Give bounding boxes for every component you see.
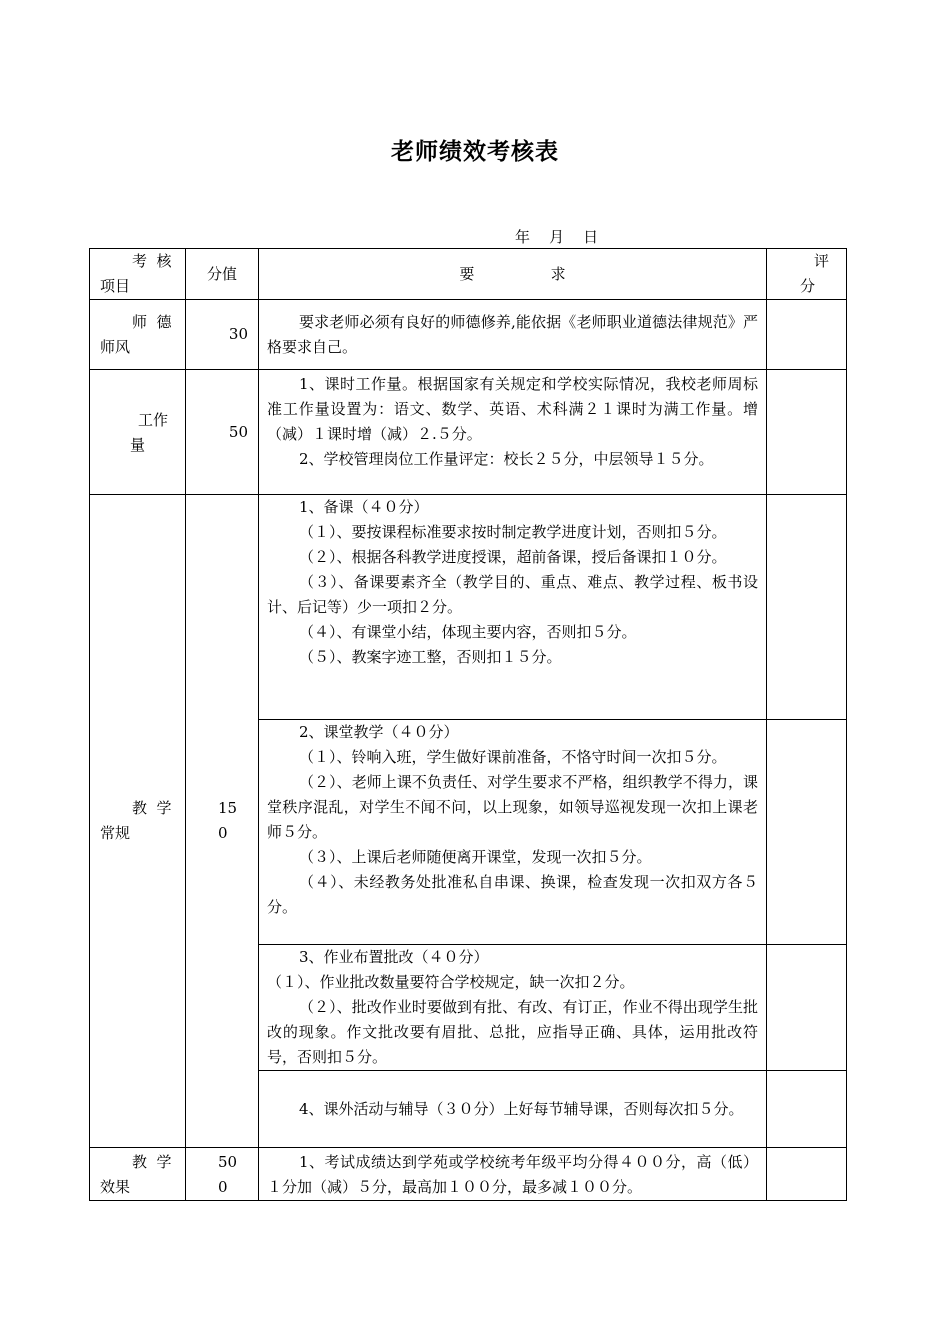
effect-name-cell <box>90 1148 186 1201</box>
workload-requirement-2: 2、学校管理岗位工作量评定：校长２５分，中层领导１５分。 <box>299 450 714 468</box>
header-score: 分值 <box>206 264 237 283</box>
routine-homework-heading: 3、作业布置批改（４０分） <box>299 948 489 966</box>
routine-homework-rating-cell[interactable] <box>767 945 847 1071</box>
header-item-line2: 项目 <box>100 277 131 295</box>
header-item-line1: 考 核 <box>132 252 172 270</box>
effect-requirement-cell <box>259 1148 767 1201</box>
routine-prep-item-3: （３）、备课要素齐全（教学目的、重点、难点、教学过程、板书设计、后记等）少一项扣２分。 <box>267 573 758 616</box>
ethics-rating-cell[interactable] <box>767 300 847 370</box>
ethics-requirement-cell <box>259 300 767 370</box>
effect-name-line2: 效果 <box>100 1178 131 1196</box>
workload-rating-cell[interactable] <box>767 370 847 495</box>
routine-class-item-1: （１）、铃响入班，学生做好课前准备，不恪守时间一次扣５分。 <box>299 748 727 766</box>
ethics-name-cell <box>90 300 186 370</box>
effect-rating-cell[interactable] <box>767 1148 847 1201</box>
header-requirement-cell <box>259 249 767 300</box>
routine-prep-cell <box>259 495 767 720</box>
routine-prep-rating-cell[interactable] <box>767 495 847 720</box>
routine-score-line1: 15 <box>218 799 238 817</box>
routine-class-rating-cell[interactable] <box>767 720 847 945</box>
routine-homework-item-2: （２）、批改作业时要做到有批、有改、有订正，作业不得出现学生批改的现象。作文批改要有眉批、总批，应指导正确、具体，运用批改符号，否则扣５分。 <box>267 998 758 1066</box>
table-header-row <box>90 249 847 300</box>
routine-extra-cell <box>259 1071 767 1148</box>
routine-prep-item-5: （５）、教案字迹工整，否则扣１５分。 <box>299 648 562 666</box>
routine-extra-rating-cell[interactable] <box>767 1071 847 1148</box>
effect-score-line1: 50 <box>218 1153 238 1171</box>
effect-name-line1: 教 学 <box>132 1153 172 1171</box>
table-row-routine-prep <box>90 495 847 720</box>
ethics-name-line1: 师 德 <box>132 313 172 331</box>
table-row-ethics <box>90 300 847 370</box>
workload-name-line1: 工作 <box>138 411 169 429</box>
header-score-cell <box>186 249 259 300</box>
routine-prep-item-2: （２）、根据各科教学进度授课，超前备课，授后备课扣１０分。 <box>299 548 727 566</box>
effect-score-cell <box>186 1148 259 1201</box>
header-item-cell <box>90 249 186 300</box>
routine-homework-item-1: （１）、作业批改数量要符合学校规定，缺一次扣２分。 <box>267 973 635 991</box>
effect-requirement: 1、考试成绩达到学苑或学校统考年级平均分得４００分，高（低）１分加（减）５分，最高加１００分，最多减１００分。 <box>267 1153 758 1196</box>
date-line: 年 月 日 <box>515 228 599 246</box>
routine-prep-heading: 1、备课（４０分） <box>299 498 429 516</box>
routine-name-line2: 常规 <box>100 824 131 842</box>
routine-class-heading: 2、课堂教学（４０分） <box>299 723 459 741</box>
effect-score-line2: 0 <box>218 1178 228 1196</box>
routine-score-cell <box>186 495 259 1148</box>
routine-class-cell <box>259 720 767 945</box>
ethics-score: 30 <box>186 300 259 370</box>
routine-prep-item-4: （４）、有课堂小结，体现主要内容，否则扣５分。 <box>299 623 637 641</box>
page-title: 老师绩效考核表 <box>391 139 559 165</box>
evaluation-table <box>89 248 847 1201</box>
header-rating-line1: 评 <box>814 252 830 270</box>
routine-homework-cell <box>259 945 767 1071</box>
routine-prep-item-1: （１）、要按课程标准要求按时制定教学进度计划，否则扣５分。 <box>299 523 727 541</box>
header-requirement: 要 求 <box>459 264 566 283</box>
header-rating-cell <box>767 249 847 300</box>
routine-score-line2: 0 <box>218 824 228 842</box>
workload-requirement-1: 1、课时工作量。根据国家有关规定和学校实际情况，我校老师周标准工作量设置为：语文、数学、英语、术科满２１课时为满工作量。增（减）１课时增（减）２.５分。 <box>267 375 758 443</box>
table-row-workload <box>90 370 847 495</box>
header-rating-line2: 分 <box>800 277 816 295</box>
table-row-effect <box>90 1148 847 1201</box>
workload-name-line2: 量 <box>130 436 146 454</box>
routine-name-line1: 教 学 <box>132 799 172 817</box>
routine-class-item-3: （３）、上课后老师随便离开课堂，发现一次扣５分。 <box>299 848 652 866</box>
workload-requirement-cell <box>259 370 767 495</box>
workload-name-cell <box>90 370 186 495</box>
routine-class-item-2: （２）、老师上课不负责任、对学生要求不严格，组织教学不得力，课堂秩序混乱，对学生不闻不问，以上现象，如领导巡视发现一次扣上课老师５分。 <box>267 773 758 841</box>
routine-name-cell <box>90 495 186 1148</box>
routine-class-item-4: （４）、未经教务处批准私自串课、换课，检查发现一次扣双方各５分。 <box>267 873 758 916</box>
ethics-name-line2: 师风 <box>100 338 131 356</box>
routine-extra-text: 4、课外活动与辅导（３０分）上好每节辅导课，否则每次扣５分。 <box>299 1099 744 1118</box>
ethics-requirement: 要求老师必须有良好的师德修养,能依据《老师职业道德法律规范》严格要求自己。 <box>267 313 758 356</box>
workload-score: 50 <box>186 370 259 495</box>
